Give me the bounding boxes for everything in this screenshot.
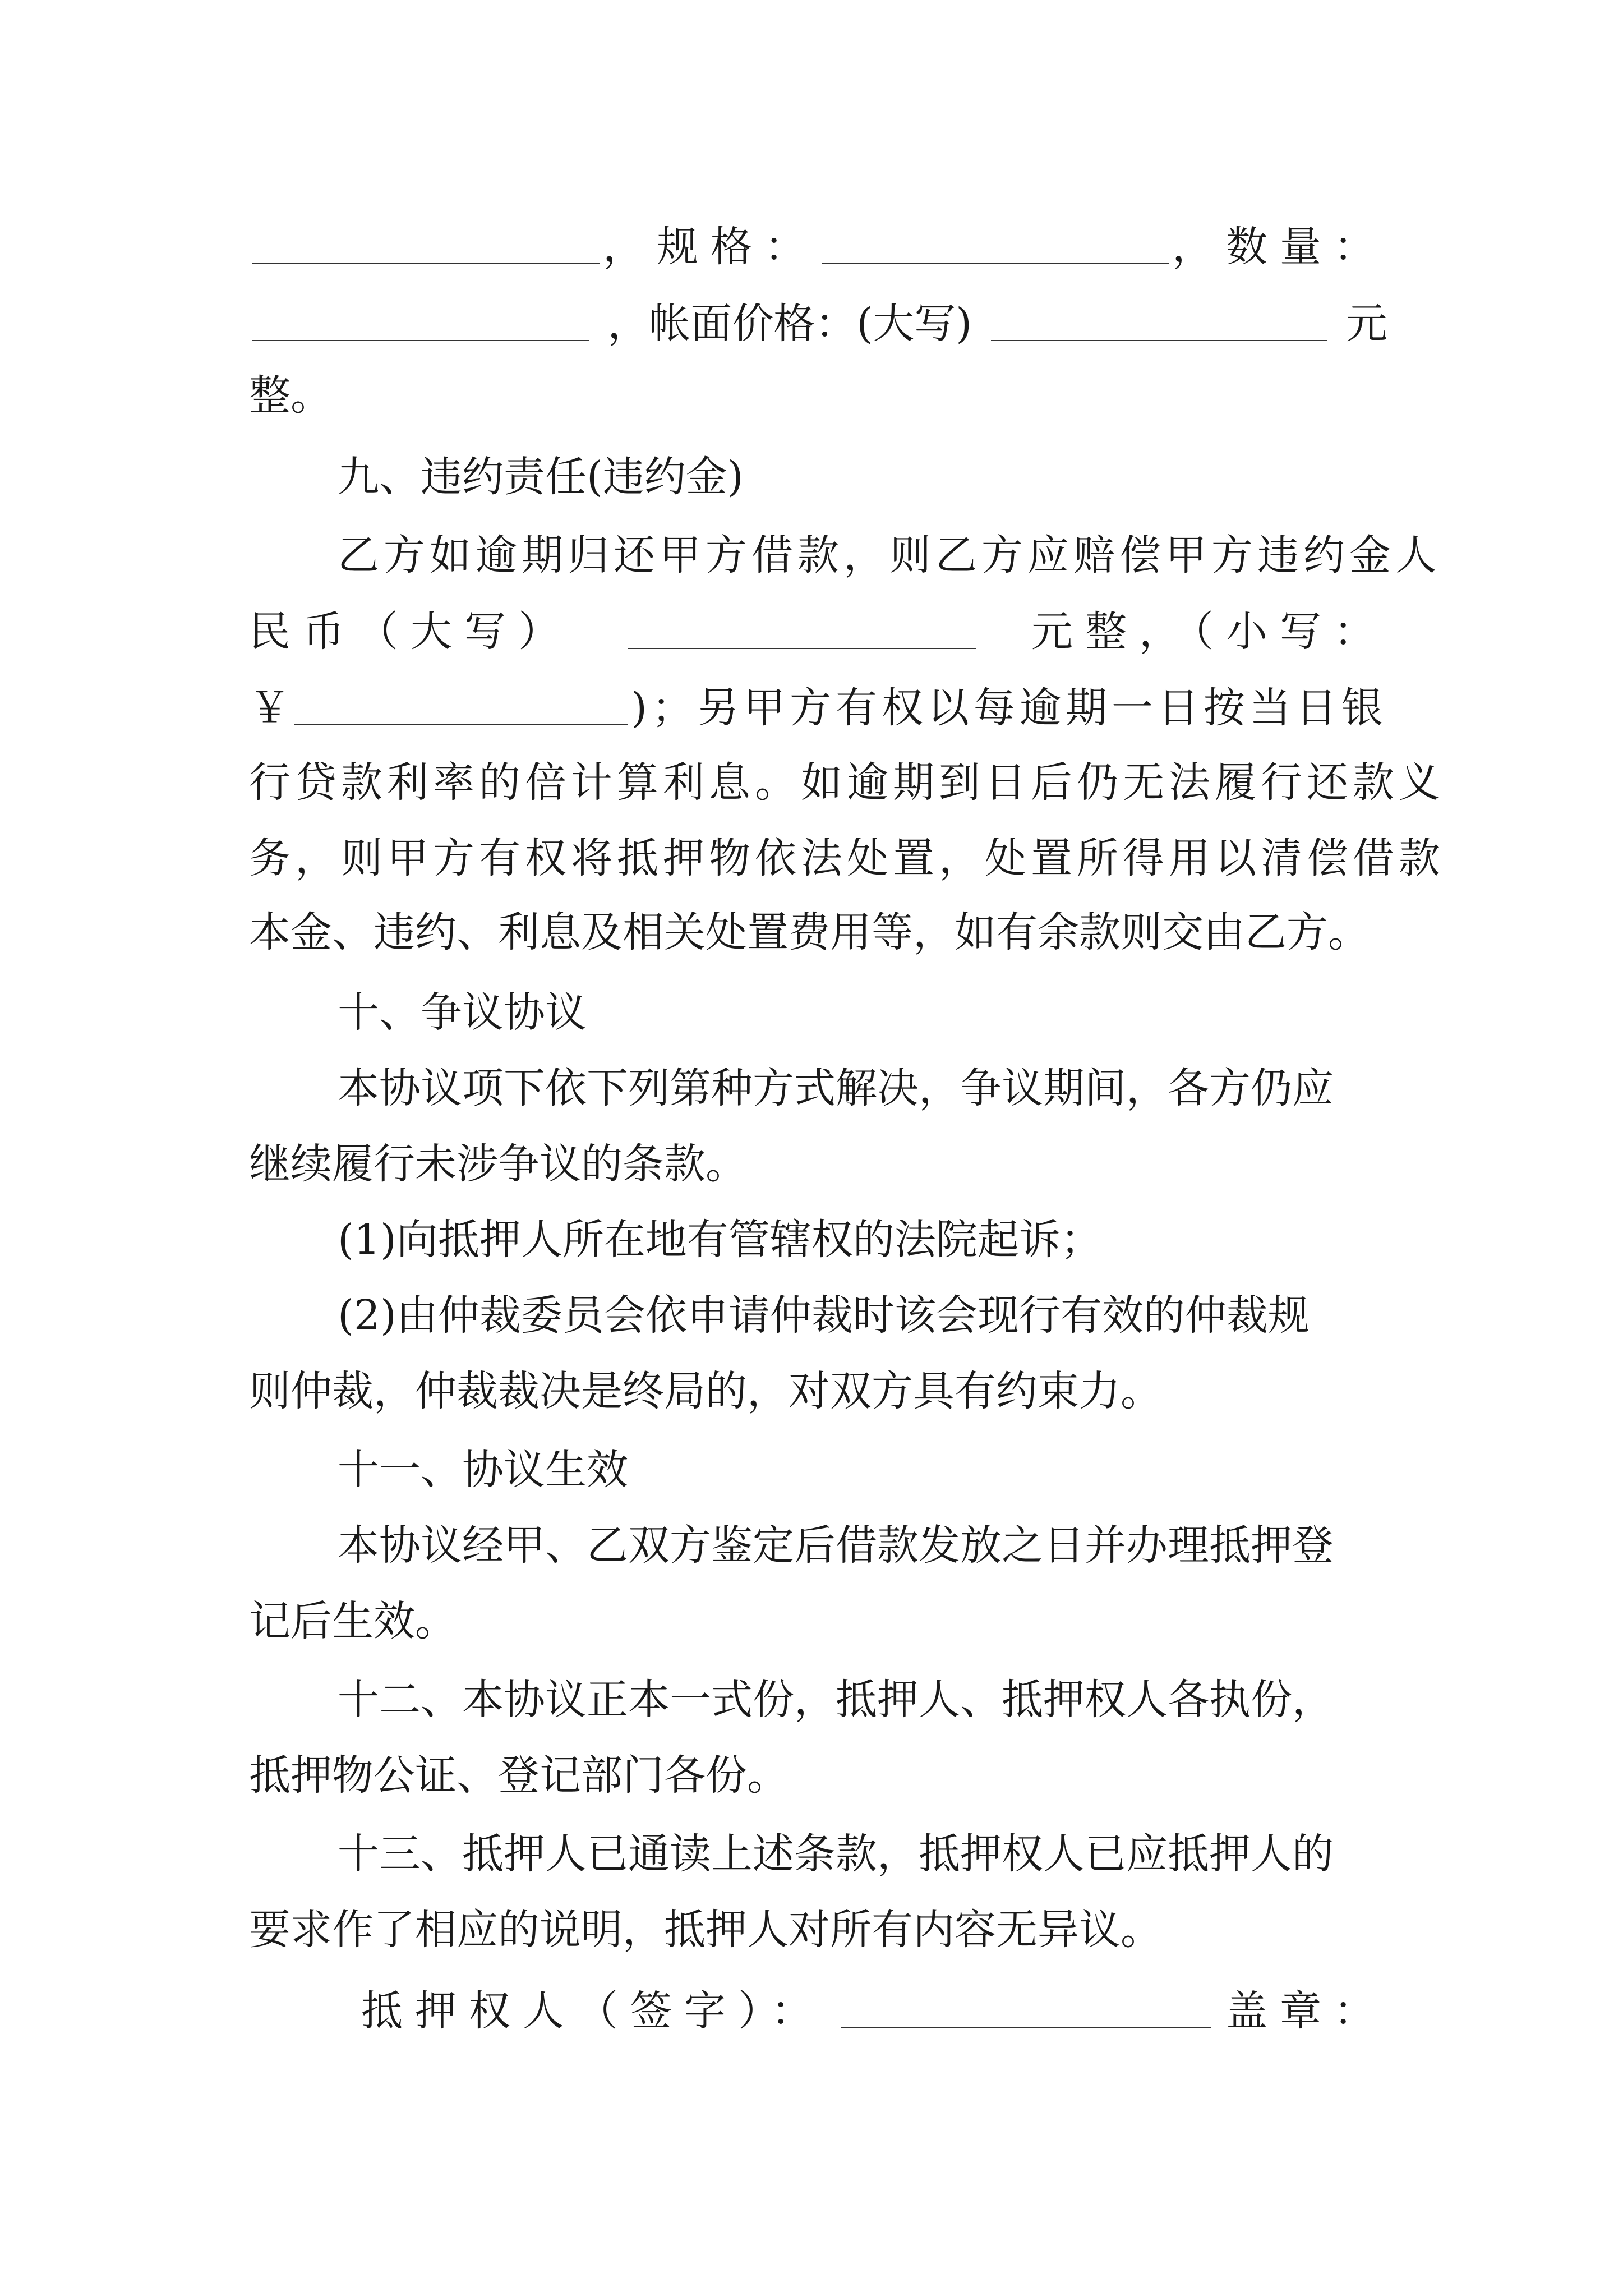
section-11-title: 十一、协议生效 [338, 1446, 628, 1494]
section-9-title: 九、违约责任(违约金) [338, 453, 744, 501]
mortgagee-sign-label: 抵押权人（签字）： [361, 1987, 825, 2035]
yuan-sign: ￥ [249, 684, 291, 732]
spec-quantity-line [249, 219, 1387, 275]
penalty-amount-line [249, 604, 1387, 660]
text-line: 乙方如逾期归还甲方借款，则乙方应赔偿甲方违约金人 [338, 531, 1441, 579]
book-value-label: ，帐面价格：(大写) [607, 300, 972, 348]
mortgagee-sign-blank[interactable] [841, 1994, 1211, 2028]
penalty-lower-label: 元整，（小写： [1031, 608, 1387, 656]
list-item: (1)向抵押人所在地有管辖权的法院起诉； [338, 1216, 1102, 1264]
signature-line [249, 1983, 1387, 2039]
list-item: (2)由仲裁委员会依申请仲裁时该会现行有效的仲裁规 [338, 1291, 1310, 1340]
text-line: 本协议项下依下列第种方式解决，争议期间，各方仍应 [338, 1064, 1334, 1112]
seal-label: 盖章： [1226, 1987, 1387, 2035]
text-line: 继续履行未涉争议的条款。 [249, 1140, 747, 1188]
interest-text: )；另甲方有权以每逾期一日按当日银 [631, 684, 1387, 732]
book-value-blank[interactable] [991, 306, 1327, 341]
yuan-label: 元 [1345, 300, 1387, 348]
item-name-blank[interactable] [252, 229, 600, 264]
penalty-lower-blank[interactable] [294, 691, 628, 725]
section-13-text: 十三、抵押人已通读上述条款，抵押权人已应抵押人的 [338, 1830, 1334, 1878]
section-12-text: 十二、本协议正本一式份，抵押人、抵押权人各执份， [338, 1676, 1334, 1724]
text-line: 要求作了相应的说明，抵押人对所有内容无异议。 [249, 1906, 1162, 1954]
quantity-blank[interactable] [252, 306, 589, 341]
section-10-title: 十、争议协议 [338, 988, 587, 1037]
text-line: 务，则甲方有权将抵押物依法处置，处置所得用以清偿借款 [249, 834, 1445, 882]
spec-blank[interactable] [822, 229, 1169, 264]
text-line: 则仲裁，仲裁裁决是终局的，对双方具有约束力。 [249, 1367, 1162, 1415]
text-line: 本协议经甲、乙双方鉴定后借款发放之日并办理抵押登 [338, 1521, 1334, 1570]
text-line: 抵押物公证、登记部门各份。 [249, 1751, 789, 1800]
text-line: 行贷款利率的倍计算利息。如逾期到日后仍无法履行还款义 [249, 758, 1445, 807]
text-line: 整。 [249, 371, 332, 420]
text-line: 本金、违约、利息及相关处置费用等，如有余款则交由乙方。 [249, 908, 1370, 956]
text-line: 记后生效。 [249, 1597, 457, 1645]
quantity-label: ，数量： [1172, 223, 1387, 271]
spec-label: ，规格： [603, 223, 818, 271]
penalty-upper-label: 民币（大写） [249, 608, 572, 656]
penalty-upper-blank[interactable] [628, 614, 976, 649]
penalty-lower-line [249, 680, 1387, 736]
book-value-line [249, 296, 1387, 352]
